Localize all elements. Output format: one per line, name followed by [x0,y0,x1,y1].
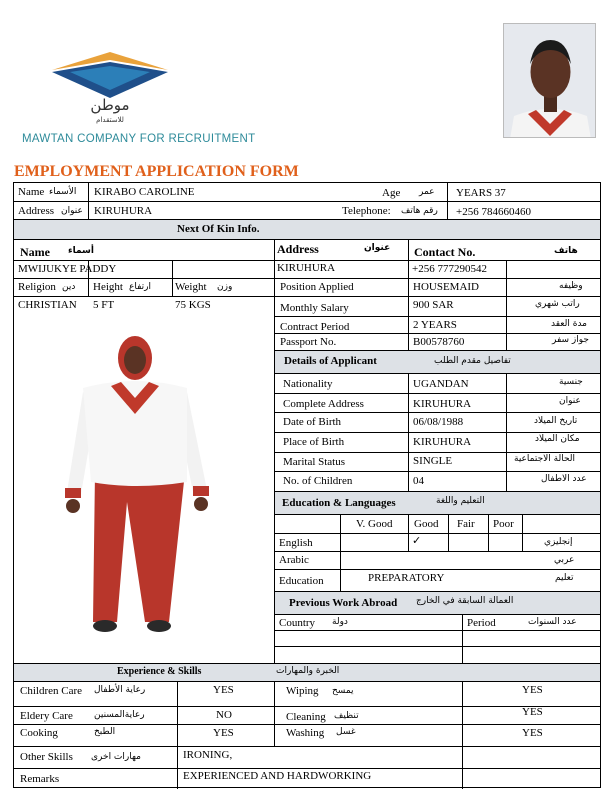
logo-text-ar: موطن [90,96,130,114]
cooking-value: YES [213,727,234,739]
dob-value: 06/08/1988 [413,416,464,428]
pob-label: Place of Birth [283,436,345,448]
religion-label: Religion [18,281,56,293]
english-good-checkmark: ✓ [412,534,422,547]
english-label: English [279,537,313,549]
age-label: Age [382,187,401,199]
pob-value: KIRUHURA [413,436,472,448]
education-label-ar: تعليم [555,573,574,583]
contract-label: Contract Period [280,321,350,333]
education-title-ar: التعليم واللغة [436,496,485,506]
arabic-label: Arabic [279,554,309,566]
cleaning-label-ar: تنظيف [334,711,359,721]
english-label-ar: إنجليزي [544,537,573,547]
children-care-value: YES [213,684,234,696]
marital-value: SINGLE [413,455,453,467]
marital-label-ar: الحالة الاجتماعية [514,454,575,464]
education-label: Education [279,575,324,587]
skills-title-ar: الخبرة والمهارات [276,666,340,676]
next-of-kin-header-bg [14,219,600,239]
salary-value: 900 SAR [413,299,454,311]
children-count-label-ar: عدد الاطفال [541,474,587,484]
nationality-label-ar: جنسية [559,377,583,387]
col-fair: Fair [457,518,475,530]
other-skills-value: IRONING, [183,749,233,761]
washing-label-ar: غسل [336,727,356,737]
wiping-label: Wiping [286,685,319,697]
cleaning-value: YES [522,706,543,718]
telephone-label: Telephone: [342,205,391,217]
eldery-care-label-ar: رعايةالمسنين [94,710,145,720]
previous-work-title: Previous Work Abroad [289,597,398,609]
form-title: EMPLOYMENT APPLICATION FORM [14,163,299,180]
children-care-label-ar: رعاية الأطفال [94,685,146,695]
col-vgood: V. Good [356,518,393,530]
weight-label-ar: وزن [217,282,233,292]
company-logo [40,38,180,128]
kin-contact-label-ar: هاتف [554,246,578,256]
address-label: Address [18,205,55,217]
col-good: Good [414,518,439,530]
telephone-label-ar: رقم هاتف [401,206,438,216]
children-count-value: 04 [413,475,424,487]
salary-label-ar: راتب شهري [535,299,580,309]
height-label: Height [93,281,123,293]
name-label: Name [18,186,45,198]
dob-label-ar: تاريخ الميلاد [534,416,578,426]
kin-address: KIRUHURA [277,262,336,274]
children-count-label: No. of Children [283,475,353,487]
kin-contact: +256 777290542 [412,263,487,275]
nationality-label: Nationality [283,378,333,390]
other-skills-label-ar: مهارات اخرى [91,752,141,762]
logo-subtext-ar: للاستقدام [96,116,124,124]
passport-label: Passport No. [280,336,337,348]
position-label: Position Applied [280,281,354,293]
details-title: Details of Applicant [284,355,377,367]
arabic-label-ar: عربي [554,555,575,565]
name-label-ar: الأسماء [49,187,77,197]
complete-address-label: Complete Address [283,398,364,410]
eldery-care-label: Eldery Care [20,710,73,722]
remarks-label: Remarks [20,773,60,785]
country-label-ar: دولة [332,617,348,627]
period-label: Period [467,617,496,629]
cleaning-label: Cleaning [286,711,326,723]
marital-label: Marital Status [283,456,346,468]
age-label-ar: عمر [419,187,435,197]
applicant-full-body-photo [35,322,255,652]
previous-work-title-ar: العمالة السابقة في الخارج [416,596,514,606]
kin-name-label-ar: أسماء [68,246,94,256]
kin-name: MWIJUKYE PADDY [18,263,117,275]
other-skills-label: Other Skills [20,751,73,763]
col-poor: Poor [493,518,514,530]
dob-label: Date of Birth [283,416,342,428]
remarks-value: EXPERIENCED AND HARDWORKING [183,770,372,782]
kin-address-label-ar: عنوان [364,243,391,253]
cooking-label-ar: الطبخ [94,727,116,737]
kin-contact-label: Contact No. [414,245,476,259]
applicant-phone: +256 784660460 [456,206,531,218]
salary-label: Monthly Salary [280,302,349,314]
company-name: MAWTAN COMPANY FOR RECRUITMENT [22,133,256,145]
country-label: Country [279,617,316,629]
washing-value: YES [522,727,543,739]
applicant-portrait-photo [503,23,596,138]
religion-value: CHRISTIAN [18,299,77,311]
complete-address-value: KIRUHURA [413,398,472,410]
contract-label-ar: مدة العقد [551,319,587,329]
weight-value: 75 KGS [175,299,211,311]
passport-value: B00578760 [413,336,465,348]
skills-title: Experience & Skills [117,666,202,677]
position-value: HOUSEMAID [413,281,479,293]
eldery-care-value: NO [216,709,232,721]
education-value: PREPARATORY [368,572,445,584]
wiping-value: YES [522,684,543,696]
applicant-age: YEARS 37 [456,187,506,199]
complete-address-label-ar: عنوان [559,396,581,406]
height-value: 5 FT [93,299,115,311]
children-care-label: Children Care [20,685,83,697]
position-label-ar: وظيفه [559,281,583,291]
kin-name-label: Name [20,245,50,259]
cooking-label: Cooking [20,727,58,739]
period-label-ar: عدد السنوات [528,617,577,627]
height-label-ar: ارتفاع [129,282,152,292]
passport-label-ar: جواز سفر [552,335,589,345]
kin-address-label: Address [277,242,319,256]
next-of-kin-title: Next Of Kin Info. [177,223,260,235]
details-title-ar: تفاصيل مقدم الطلب [434,356,511,366]
applicant-name: KIRABO CAROLINE [94,186,195,198]
contract-value: 2 YEARS [413,319,457,331]
address-label-ar: عنوان [61,206,83,216]
nationality-value: UGANDAN [413,378,469,390]
pob-label-ar: مكان الميلاد [535,434,580,444]
education-title: Education & Languages [282,497,396,509]
washing-label: Washing [286,727,325,739]
applicant-address: KIRUHURA [94,205,153,217]
religion-label-ar: دين [62,282,76,292]
wiping-label-ar: يمسح [332,686,354,696]
weight-label: Weight [175,281,207,293]
